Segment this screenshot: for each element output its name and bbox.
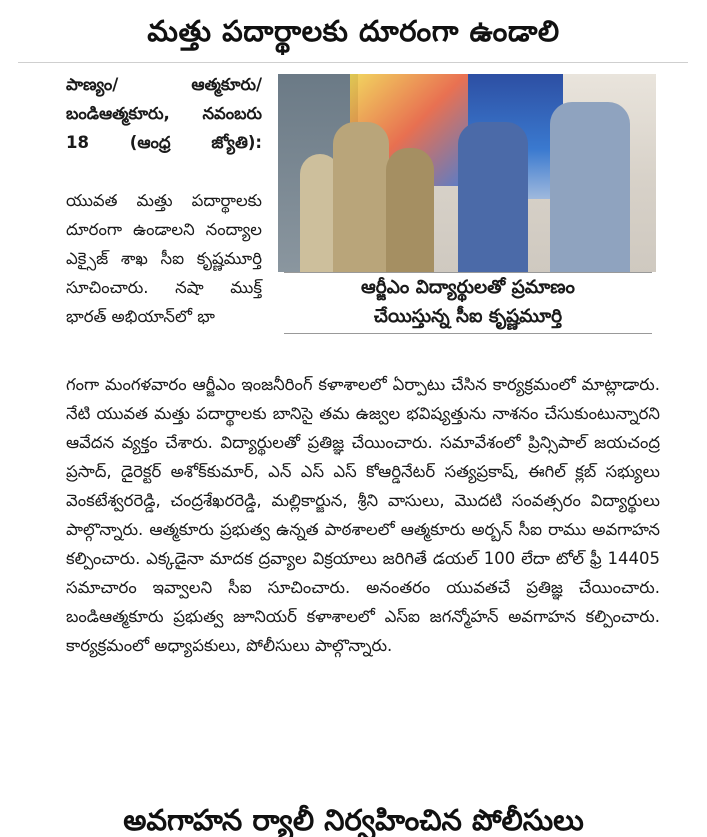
photo-caption	[284, 272, 652, 334]
article-body: గంగా మంగళవారం ఆర్జీఎం ఇంజనీరింగ్ కళాశాలలో ఏర్పాటు చేసిన కార్యక్రమంలో మాట్లాడారు. నేటి యువత మత్తు పదార్థాలకు బానిసై తమ ఉజ్వల భవిష్యత్తును నాశనం చేసుకుంటున్నారని ఆవేదన వ్యక్తం చేశారు. విద్యార్థులతో ప్రతిజ్ఞ చేయించారు. సమావేశంలో ప్రిన్సిపాల్ జయచంద్ర ప్రసాద్, డైరెక్టర్ అశోక్‌కుమార్, ఎన్ ఎస్ ఎస్ కోఆర్డినేటర్ సత్యప్రకాష్, ఈగిల్ క్లబ్ సభ్యులు వెంకటేశ్వరరెడ్డి, చంద్రశేఖరరెడ్డి, మల్లికార్జున, శ్రీని వాసులు, మొదటి సంవత్సరం విద్యార్థులు పాల్గొన్నారు. ఆత్మకూరు ప్రభుత్వ ఉన్నత పాఠశాలలో ఆత్మకూరు అర్బన్ సీఐ రాము అవగాహన కల్పించారు. ఎక్కడైనా మాదక ద్రవ్యాల విక్రయాలు జరిగితే డయల్ 100 లేదా టోల్ ఫ్రీ 14405 సమాచారం ఇవ్వాలని సీఐ సూచించారు. అనంతరం యువతచే ప్రతిజ్ఞ చేయించారు. బండిఆత్మకూరు ప్రభుత్వ జూనియర్ కళాశాలలో ఎస్ఐ జగన్మోహన్ అవగాహన కల్పించారు. కార్యక్రమంలో అధ్యాపకులు, పోలీసులు పాల్గొన్నారు.	[66, 375, 660, 655]
article-intro: యువత మత్తు పదార్థాలకు దూరంగా ఉండాలని నంద్యాల ఎక్సైజ్ శాఖ సీఐ కృష్ణమూర్తి సూచించారు. నషా ముక్త్ భారత్ అభియాన్‌లో భా	[66, 191, 262, 326]
photo-person-3	[386, 148, 434, 272]
article-headline: మత్తు పదార్థాలకు దూరంగా ఉండాలి	[147, 14, 560, 48]
photo-person-4	[458, 122, 528, 272]
news-photo	[278, 74, 656, 272]
photo-caption-line-2: చేయిస్తున్న సీఐ కృష్ణమూర్తి	[373, 306, 563, 327]
article-dateline: పాణ్యం/ ఆత్మకూరు/ బండిఆత్మకూరు, నవంబరు 18 (ఆంధ్ర జ్యోతి):	[66, 75, 262, 152]
photo-caption-line-1: ఆర్జీఎం విద్యార్థులతో ప్రమాణం	[361, 277, 575, 298]
photo-person-2	[333, 122, 389, 272]
next-article-headline: అవగాహన ర్యాలీ నిర్వహించిన పోలీసులు	[123, 803, 584, 837]
photo-person-5	[550, 102, 630, 272]
headline-divider	[18, 62, 688, 63]
